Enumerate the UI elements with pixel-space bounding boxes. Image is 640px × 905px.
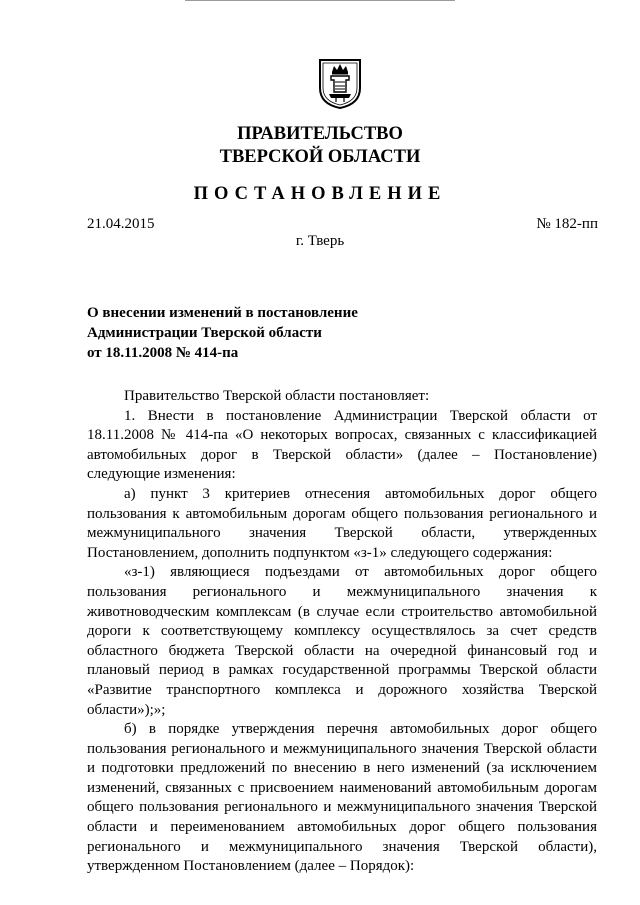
document-number: № 182-пп	[536, 216, 598, 232]
resolution-preamble: Правительство Тверской области постановляет:	[124, 388, 430, 404]
document-city: г. Тверь	[295, 233, 345, 249]
body-paragraph: а) пункт 3 критериев отнесения автомобильных дорог общего пользования к автомобильным дорогам общего пользования регионального и межмуниципального значения Тверской области, утвержденных Постановлением, дополнить подпунктом «з-1» следующего содержания:	[87, 485, 597, 561]
organization-name-line1: ПРАВИТЕЛЬСТВО	[237, 124, 403, 144]
organization-name-line2: ТВЕРСКОЙ ОБЛАСТИ	[219, 147, 421, 167]
subject-line: Администрации Тверской области	[87, 325, 322, 341]
scan-edge-line	[185, 0, 455, 1]
body-paragraph: 1. Внести в постановление Администрации Тверской области от 18.11.2008 № 414-па «О некоторых вопросах, связанных с классификацией автомобильных дорог в Тверской области» (далее – Постановление) следующие изменения:	[87, 407, 597, 483]
document-body	[87, 387, 597, 877]
document-subject	[87, 303, 427, 363]
body-paragraph: «з-1) являющиеся подъездами от автомобильных дорог общего пользования регионального и межмуниципального значения к животноводческим комплексам (в случае если строительство автомобильной дороги к соответствующему комплексу осуществлялось за счет средств областного бюджета Тверской области на очередной финансовый год и плановый период в рамках государственной программы Тверской области «Развитие транспортного комплекса и дорожного хозяйства Тверской области»);»;	[87, 564, 597, 718]
subject-line: от 18.11.2008 № 414-па	[87, 345, 239, 361]
subject-line: О внесении изменений в постановление	[87, 305, 358, 321]
document-type-title: ПОСТАНОВЛЕНИЕ	[193, 184, 447, 204]
coat-of-arms-icon	[318, 58, 362, 110]
body-paragraph: б) в порядке утверждения перечня автомобильных дорог общего пользования регионального и межмуниципального значения Тверской области и подготовки предложений по внесению в него изменений (за исключением изменений, связанных с присвоением наименований автомобильным дорогам общего пользования регионального и межмуниципального значения Тверской области и переименованием автомобильных дорог общего пользования регионального и межмуниципального значения Тверской области), утвержденном Постановлением (далее – Порядок):	[87, 721, 597, 875]
document-date: 21.04.2015	[87, 216, 155, 232]
